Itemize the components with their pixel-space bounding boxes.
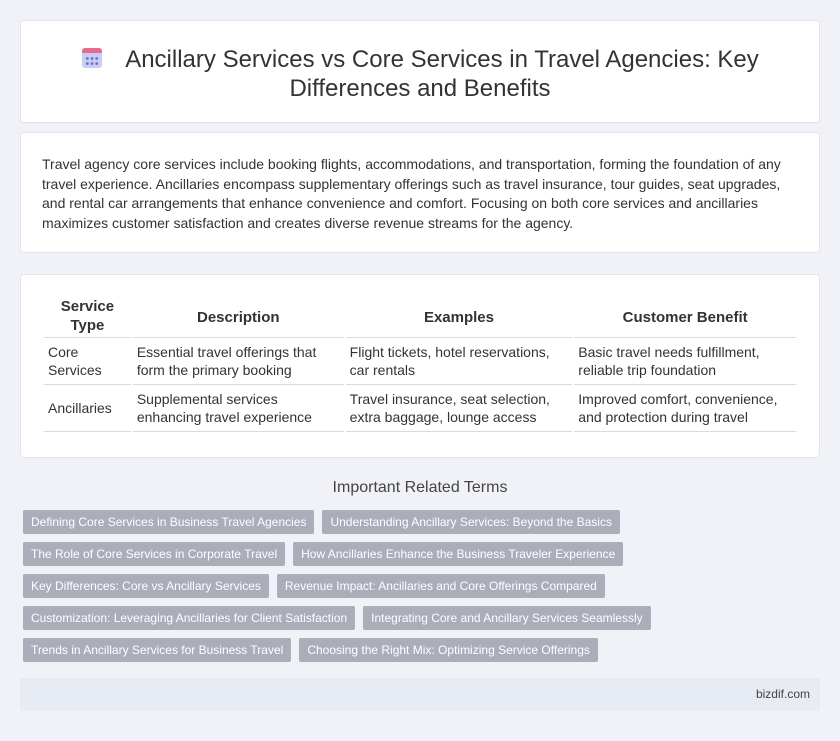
title-line-1: Ancillary Services vs Core Services in Travel Agencies: Key [125, 46, 759, 73]
header-description: Description [133, 297, 344, 338]
calendar-icon [81, 47, 103, 69]
cell-service-type: Core Services [44, 338, 131, 385]
cell-description: Essential travel offerings that form the primary booking [133, 338, 344, 385]
cell-examples: Travel insurance, seat selection, extra baggage, lounge access [346, 385, 573, 432]
header-service-type: Service Type [44, 297, 131, 338]
related-terms-heading: Important Related Terms [332, 479, 508, 496]
cell-customer-benefit: Basic travel needs fulfillment, reliable trip foundation [574, 338, 796, 385]
header-customer-benefit: Customer Benefit [574, 297, 796, 338]
table-row [44, 338, 796, 385]
cell-service-type: Ancillaries [44, 385, 131, 432]
table-header-row [44, 297, 796, 338]
comparison-table-card [20, 274, 820, 458]
related-term-tag[interactable]: Understanding Ancillary Services: Beyond the Basics [322, 510, 619, 534]
comparison-table [42, 297, 798, 432]
footer [20, 678, 820, 711]
related-term-tag[interactable]: Integrating Core and Ancillary Services Seamlessly [363, 606, 650, 630]
intro-paragraph: Travel agency core services include booking flights, accommodations, and transportation, forming the foundation of any travel experience. Ancillaries encompass supplementary offerings such as travel insurance, tour guides, seat upgrades, and rental car arrangements that enhance convenience and comfort. Focusing on both core services and ancillaries maximizes customer satisfaction and creates diverse revenue streams for the agency. [42, 156, 781, 232]
related-terms-tags [23, 510, 823, 670]
table-row [44, 385, 796, 432]
footer-site-link[interactable]: bizdif.com [755, 687, 810, 701]
header-examples: Examples [346, 297, 573, 338]
intro-card [20, 132, 820, 253]
cell-examples: Flight tickets, hotel reservations, car rentals [346, 338, 573, 385]
related-term-tag[interactable]: Choosing the Right Mix: Optimizing Service Offerings [299, 638, 598, 662]
page-title [21, 45, 819, 103]
related-term-tag[interactable]: How Ancillaries Enhance the Business Traveler Experience [293, 542, 623, 566]
related-term-tag[interactable]: Trends in Ancillary Services for Business Travel [23, 638, 291, 662]
related-term-tag[interactable]: Revenue Impact: Ancillaries and Core Offerings Compared [277, 574, 605, 598]
related-term-tag[interactable]: Customization: Leveraging Ancillaries for Client Satisfaction [23, 606, 355, 630]
related-term-tag[interactable]: Key Differences: Core vs Ancillary Services [23, 574, 269, 598]
related-term-tag[interactable]: Defining Core Services in Business Travel Agencies [23, 510, 314, 534]
cell-customer-benefit: Improved comfort, convenience, and protection during travel [574, 385, 796, 432]
cell-description: Supplemental services enhancing travel experience [133, 385, 344, 432]
header-card [20, 20, 820, 123]
related-term-tag[interactable]: The Role of Core Services in Corporate Travel [23, 542, 285, 566]
title-line-2: Differences and Benefits [289, 75, 551, 102]
